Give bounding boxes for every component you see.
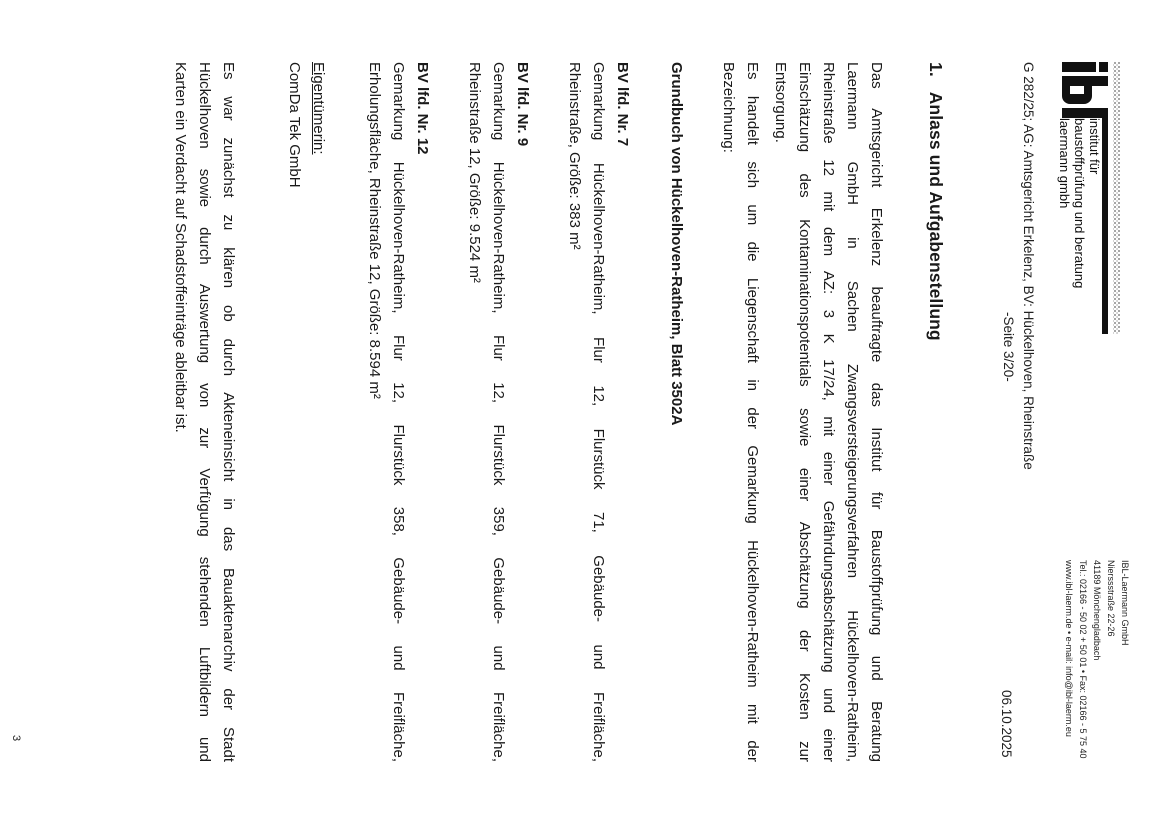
logo-text-block	[1057, 118, 1102, 288]
text-line: Einschätzung des Kontaminationspotentials sowie einer Abschätzung der Kosten zur	[796, 62, 813, 762]
bv-item	[462, 62, 534, 762]
address-line: www.ibl-laerm.de • e-mail: info@ibl-laerm.eu	[1064, 560, 1074, 737]
address-line: Tel.: 02166 - 50 02 + 50 01 • Fax: 02166 - 5 75 40	[1078, 560, 1088, 759]
text-line: Laermann GmbH in Sachen Zwangsversteigerungsverfahren Hückelhoven-Ratheim,	[844, 62, 861, 762]
text-line: Hückelhoven sowie durch Auswertung von zur Verfügung stehenden Luftbildern und	[196, 62, 213, 762]
text-line: Bezeichnung:	[720, 62, 737, 153]
bv-label: BV lfd. Nr. 12	[414, 62, 431, 155]
logo-line: institut für	[1087, 118, 1102, 175]
address-line: 41189 Mönchengladbach	[1092, 560, 1102, 661]
bv-label: BV lfd. Nr. 7	[614, 62, 631, 147]
section-heading	[925, 62, 946, 762]
address-line: Nierssstraße 22-26	[1106, 560, 1116, 637]
text-line: Erholungsfläche, Rheinstraße 12, Größe: 8.594 m²	[366, 62, 383, 399]
page-number: 3	[10, 735, 22, 742]
owner-block	[282, 62, 330, 762]
text-line: Karten ein Verdacht auf Schadstoffeinträge ableitbar ist.	[172, 62, 189, 433]
section-number: 1.	[926, 62, 946, 77]
intro-paragraph	[768, 62, 888, 762]
text-line: Gemarkung Hückelhoven-Ratheim, Flur 12, Flurstück 359, Gebäude- und Freifläche,	[490, 62, 507, 762]
property-paragraph	[716, 62, 764, 762]
text-line: Rheinstraße, Größe: 383 m²	[566, 62, 583, 250]
page-label: -Seite 3/20-	[1001, 312, 1016, 382]
section-title: Anlass und Aufgabenstellung	[926, 91, 946, 341]
logo-line: laermann gmbh	[1057, 118, 1072, 209]
address-line: IBL-Laermann GmbH	[1120, 560, 1130, 646]
text-line: Gemarkung Hückelhoven-Ratheim, Flur 12, Flurstück 358, Gebäude- und Freifläche,	[390, 62, 407, 762]
bv-label: BV lfd. Nr. 9	[514, 62, 531, 147]
closing-paragraph	[168, 62, 240, 762]
text-line: Das Amtsgericht Erkelenz beauftragte das Institut für Baustoffprüfung und Beratung	[868, 62, 885, 762]
logo-line: baustoffprüfung und beratung	[1072, 118, 1087, 289]
owner-name: ComDa Tek GmbH	[286, 62, 303, 188]
text-line: Rheinstraße 12 mit dem AZ: 3 K 17/24, mit einer Gefährdungsabschätzung und einer	[820, 62, 837, 762]
document-date: 06.10.2025	[999, 690, 1014, 758]
text-line: Entsorgung.	[772, 62, 789, 143]
grundbuch-heading: Grundbuch von Hückelhoven-Ratheim, Blatt 3502A	[668, 62, 685, 426]
owner-label: Eigentümerin:	[310, 62, 327, 155]
text-line: Gemarkung Hückelhoven-Ratheim, Flur 12, Flurstück 71, Gebäude- und Freifläche,	[590, 62, 607, 762]
text-line: Rheinstraße 12, Größe: 9.524 m²	[466, 62, 483, 283]
text-line: Es handelt sich um die Liegenschaft in der Gemarkung Hückelhoven-Ratheim mit der	[744, 62, 761, 762]
reference-line: G 282/25; AG: Amtsgericht Erkelenz, BV: Hückelhoven, Rheinstraße	[1021, 62, 1036, 470]
address-block	[1062, 560, 1132, 760]
text-line: Es war zunächst zu klären ob durch Akteneinsicht in das Bauaktenarchiv der Stadt	[220, 62, 237, 762]
bv-item	[362, 62, 434, 762]
bv-item	[562, 62, 634, 762]
